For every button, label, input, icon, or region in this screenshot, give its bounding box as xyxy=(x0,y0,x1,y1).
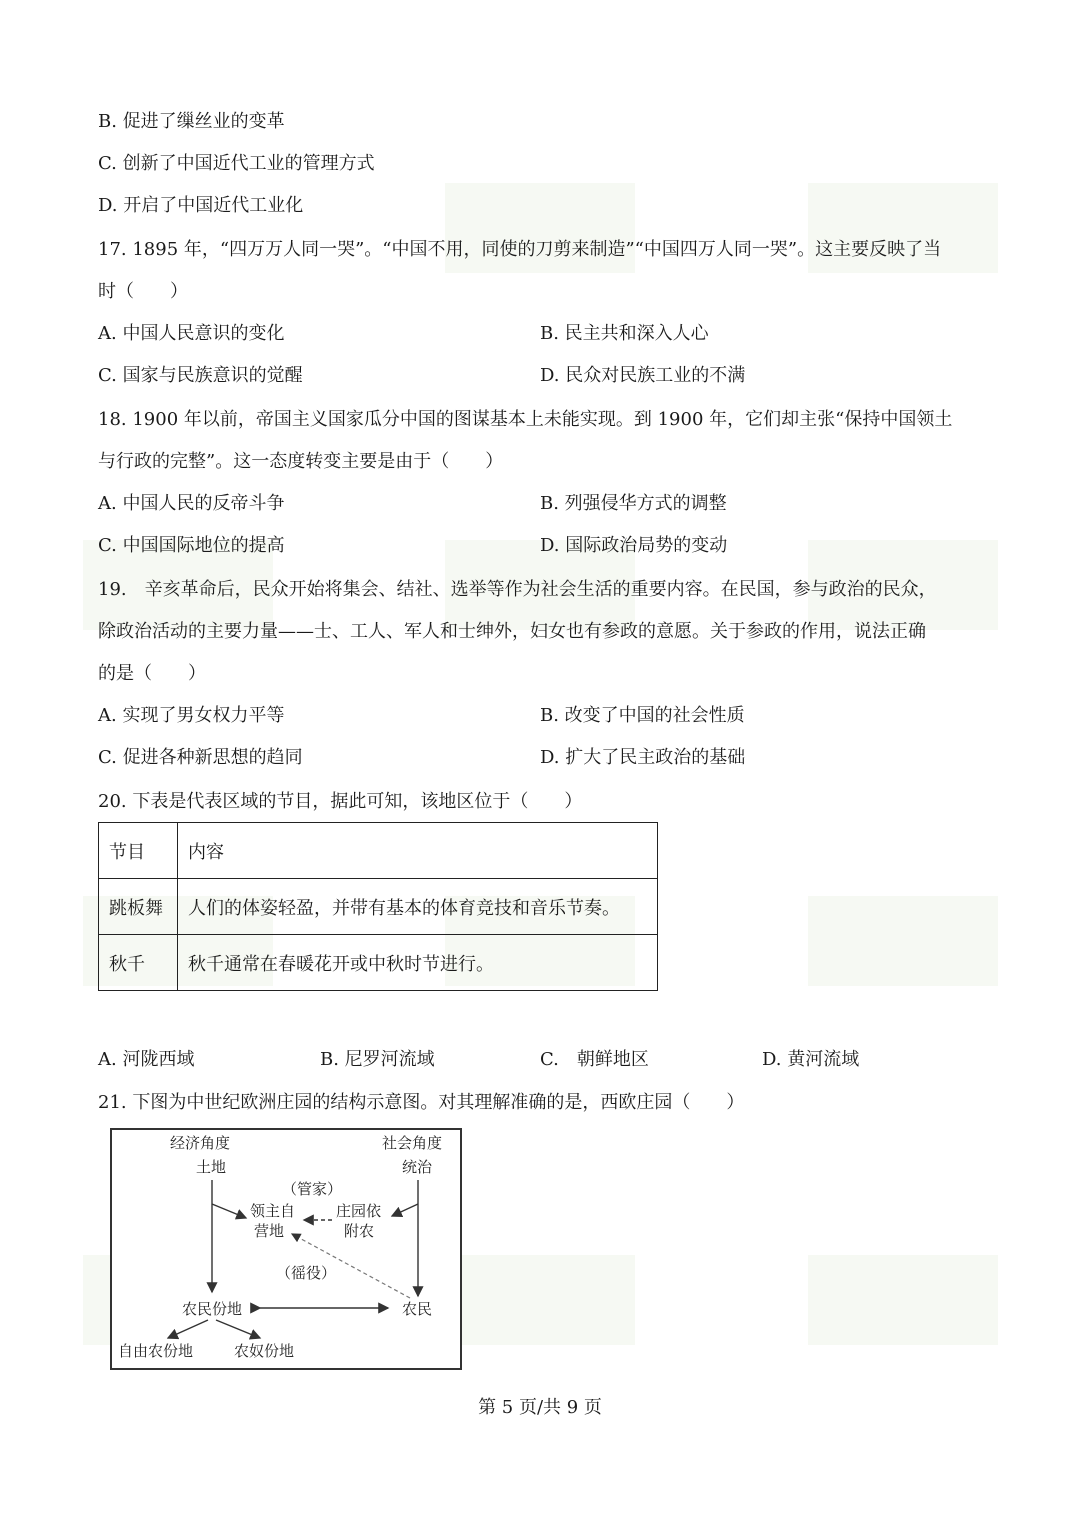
q17-stem-line1: 17. 1895 年，“四万万人同一哭”。“中国不用，同使的刀剪来制造”“中国四万人同一哭”。这主要反映了当 xyxy=(98,239,942,260)
table-cell: 人们的体姿轻盈，并带有基本的体育竞技和音乐节奏。 xyxy=(178,879,658,935)
table-header-cell: 节目 xyxy=(99,823,178,879)
diagram-label-rule: 统治 xyxy=(402,1158,433,1176)
q20-option-c: C. 朝鲜地区 xyxy=(540,1049,649,1070)
q21-stem: 21. 下图为中世纪欧洲庄园的结构示意图。对其理解准确的是，西欧庄园（ ） xyxy=(98,1092,745,1113)
diagram-label-serf1: 庄园依 xyxy=(336,1202,382,1220)
table-cell: 秋千 xyxy=(99,935,178,991)
q18-stem-line2: 与行政的完整”。这一态度转变主要是由于（ ） xyxy=(98,451,504,472)
q20-option-b: B. 尼罗河流域 xyxy=(320,1049,435,1070)
watermark xyxy=(808,896,998,986)
q20-table xyxy=(98,822,658,991)
q16-option-c: C. 创新了中国近代工业的管理方式 xyxy=(98,153,375,174)
q18-option-a: A. 中国人民的反帝斗争 xyxy=(98,493,285,514)
table-cell: 秋千通常在春暖花开或中秋时节进行。 xyxy=(178,935,658,991)
q17-stem-line2: 时（ ） xyxy=(98,281,188,302)
q19-option-d: D. 扩大了民主政治的基础 xyxy=(540,747,746,768)
diagram-label-serf2: 附农 xyxy=(344,1222,375,1240)
q20-stem: 20. 下表是代表区域的节目，据此可知，该地区位于（ ） xyxy=(98,791,583,812)
q19-stem-line3: 的是（ ） xyxy=(98,663,206,684)
q17-option-b: B. 民主共和深入人心 xyxy=(540,323,709,344)
diagram-label-steward: （管家） xyxy=(282,1180,343,1198)
q16-option-d: D. 开启了中国近代工业化 xyxy=(98,195,304,216)
diagram-label-peasant: 农民 xyxy=(402,1300,433,1318)
page-footer: 第 5 页/共 9 页 xyxy=(478,1397,602,1418)
manor-structure-diagram xyxy=(110,1128,462,1370)
diagram-label-land: 土地 xyxy=(196,1158,227,1176)
q18-option-b: B. 列强侵华方式的调整 xyxy=(540,493,727,514)
table-header-cell: 内容 xyxy=(178,823,658,879)
q19-stem-line2: 除政治活动的主要力量——士、工人、军人和士绅外，妇女也有参政的意愿。关于参政的作用，说法正确 xyxy=(98,621,926,642)
q18-stem-line1: 18. 1900 年以前，帝国主义国家瓜分中国的图谋基本上未能实现。到 1900 年，它们却主张“保持中国领土 xyxy=(98,409,953,430)
diagram-label-labor: （徭役） xyxy=(276,1264,337,1282)
q19-option-c: C. 促进各种新思想的趋同 xyxy=(98,747,303,768)
diagram-label-lord1: 领主自 xyxy=(250,1202,296,1220)
table-cell: 跳板舞 xyxy=(99,879,178,935)
q18-option-d: D. 国际政治局势的变动 xyxy=(540,535,728,556)
diagram-label-serf-land: 农奴份地 xyxy=(234,1342,295,1360)
diagram-label-lord2: 营地 xyxy=(254,1222,285,1240)
diagram-label-peasant-land: 农民份地 xyxy=(182,1300,243,1318)
table-header-row xyxy=(99,823,658,879)
q17-option-d: D. 民众对民族工业的不满 xyxy=(540,365,746,386)
q18-option-c: C. 中国国际地位的提高 xyxy=(98,535,285,556)
q20-option-a: A. 河陇西域 xyxy=(98,1049,195,1070)
diagram-canvas xyxy=(110,1128,462,1370)
diagram-label-social: 社会角度 xyxy=(382,1134,443,1152)
q19-stem-line1: 19. 辛亥革命后，民众开始将集会、结社、选举等作为社会生活的重要内容。在民国，参与政治的民众， xyxy=(98,579,937,600)
q20-option-d: D. 黄河流域 xyxy=(762,1049,860,1070)
q17-option-a: A. 中国人民意识的变化 xyxy=(98,323,285,344)
q19-option-a: A. 实现了男女权力平等 xyxy=(98,705,285,726)
q17-option-c: C. 国家与民族意识的觉醒 xyxy=(98,365,303,386)
table-row xyxy=(99,879,658,935)
diagram-label-econ: 经济角度 xyxy=(170,1134,231,1152)
watermark xyxy=(445,1255,635,1345)
q19-option-b: B. 改变了中国的社会性质 xyxy=(540,705,745,726)
q16-option-b: B. 促进了缫丝业的变革 xyxy=(98,111,285,132)
watermark xyxy=(808,1255,998,1345)
table-row xyxy=(99,935,658,991)
diagram-label-free-land: 自由农份地 xyxy=(118,1342,194,1360)
